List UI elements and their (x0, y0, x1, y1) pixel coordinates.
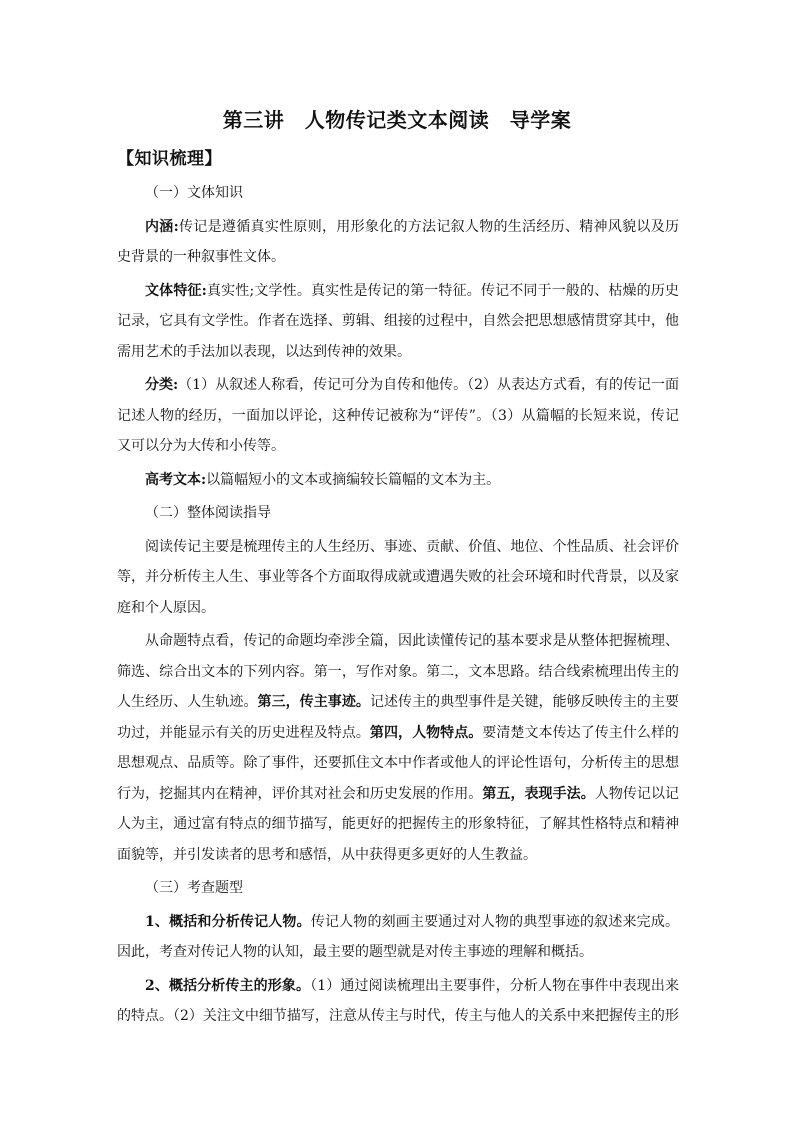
paragraph-question-features (117, 626, 679, 870)
paragraph-type-2 (117, 971, 679, 1032)
label-connotation: 内涵: (145, 218, 179, 235)
label-type-1: 1、概括和分析传记人物。 (145, 913, 311, 930)
text-exam-text: 以篇幅短小的文本或摘编较长篇幅的文本为主。 (206, 471, 501, 488)
text-part-2: 记述传主的典型事件是关键，能够反映传主的主要功过，并能显示有关的历史进程及特点。 (117, 694, 680, 741)
text-part-4: 人物传记以记人为主，通过富有特点的细节描写，能更好的把握传主的形象特征，了解其性格特点和精神面貌等，并引发读者的思考和感悟，从中获得更多更好的人生教益。 (117, 785, 680, 863)
text-part-3: 要清楚文本传达了传主什么样的思想观点、品质等。除了事件，还要抓住文本中作者或他人的评论性语句，分析传主的思想行为，挖掘其内在精神，评价其对社会和历史发展的作用。 (117, 724, 680, 802)
text-part-1: 从命题特点看，传记的命题均牵涉全篇，因此读懂传记的基本要求是从整体把握梳理、筛选、综合出文本的下列内容。第一，写作对象。第二，文本思路。结合线索梳理出传主的人生经历、人生轨迹。 (117, 633, 679, 710)
text-connotation: 传记是遵循真实性原则，用形象化的方法记叙人物的生活经历、精神风貌以及历史背景的一种叙事性文体。 (117, 218, 680, 265)
paragraph-exam-text (117, 465, 679, 496)
page-title: 第三讲 人物传记类文本阅读 导学案 (222, 108, 572, 132)
subheading-question-types: （三）考查题型 (145, 880, 243, 896)
text-type-1: 传记人物的刻画主要通过对人物的典型事迹的叙述来完成。因此，考查对传记人物的认知，最主要的题型就是对传主事迹的理解和概括。 (117, 913, 680, 960)
paragraph-connotation (117, 212, 679, 273)
label-type-2: 2、概括分析传主的形象。 (145, 977, 311, 994)
label-exam-text: 高考文本: (145, 471, 207, 488)
text-type-2: （1）通过阅读梳理出主要事件，分析人物在事件中表现出来的特点。（2）关注文中细节描写，注意从传主与时代，传主与他人的关系中来把握传主的形 (117, 977, 680, 1024)
text-features: 真实性;文学性。真实性是传记的第一特征。传记不同于一般的、枯燥的历史记录，它具有文学性。作者在选择、剪辑、组接的过程中，自然会把思想感情贯穿其中，他需用艺术的手法加以表现，以达到传神的效果。 (117, 282, 679, 360)
bold-part-3: 第三，传主事迹。 (257, 694, 370, 710)
paragraph-classification (117, 370, 679, 462)
subheading-reading-guide: （二）整体阅读指导 (145, 505, 271, 521)
paragraph-type-1 (117, 907, 679, 968)
label-classification: 分类: (145, 377, 179, 393)
text-classification: （1）从叙述人称看，传记可分为自传和他传。（2）从表达方式看，有的传记一面记述人物的经历，一面加以评论，这种传记被称为“评传”。（3）从篇幅的长短来说，传记又可以分为大传和小传等。 (117, 377, 679, 454)
label-features: 文体特征: (145, 282, 207, 299)
document-body (117, 178, 679, 1035)
paragraph-features (117, 276, 679, 368)
bold-part-4: 第四，人物特点。 (369, 724, 483, 741)
bold-part-5: 第五，表现手法。 (482, 785, 595, 802)
paragraph-reading-guide: 阅读传记主要是梳理传主的人生经历、事迹、贡献、价值、地位、个性品质、社会评价等，并分析传主人生、事业等各个方面取得成就或遭遇失败的社会环境和时代背景，以及家庭和个人原因。 (117, 538, 679, 616)
section-heading: 【知识梳理】 (117, 149, 222, 169)
subheading-genre-knowledge: （一）文体知识 (145, 185, 243, 201)
